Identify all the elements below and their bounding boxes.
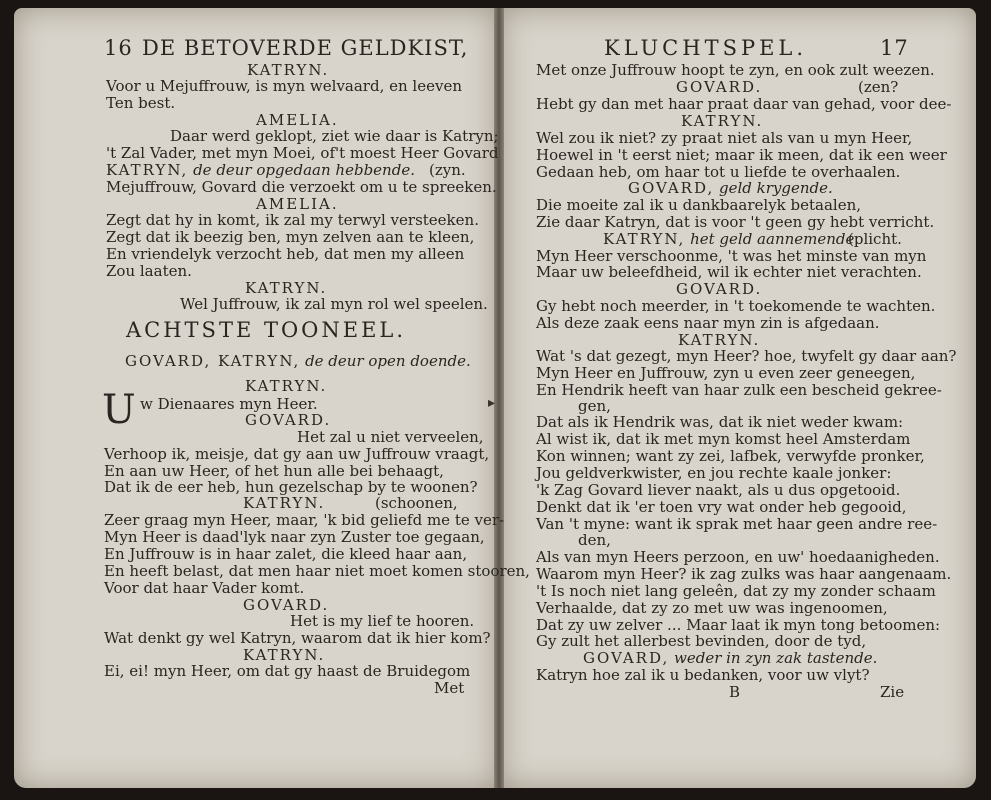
verse-line: Mejuffrouw, Govard die verzoekt om u te spreeken. bbox=[106, 178, 497, 196]
verse-line: Dat als ik Hendrik was, dat ik niet weder kwam: bbox=[536, 413, 904, 431]
page-number-left: 16 bbox=[104, 36, 133, 60]
verse-line: Wat denkt gy wel Katryn, waarom dat ik hier kom? bbox=[104, 629, 491, 647]
speaker: AMELIA. bbox=[256, 195, 339, 213]
verse-line: Als van myn Heers perzoon, en uw' hoedaanigheden. bbox=[536, 548, 940, 566]
signature-mark: B bbox=[729, 683, 741, 701]
verse-line: Gy zult het allerbest bevinden, door de tyd, bbox=[536, 632, 867, 650]
verse-line: Myn Heer is daad'lyk naar zyn Zuster toe gegaan, bbox=[104, 528, 485, 546]
speaker: KATRYN. bbox=[243, 646, 326, 664]
verse-line: Zeer graag myn Heer, maar, 'k bid geliefd me te ver- bbox=[104, 511, 505, 529]
running-head-left: DE BETOVERDE GELDKIST, bbox=[142, 36, 469, 60]
verse-line: En vriendelyk verzocht heb, dat men my alleen bbox=[106, 245, 465, 263]
verse-line: (zyn. bbox=[429, 161, 466, 179]
verse-line: Het zal u niet verveelen, bbox=[297, 428, 484, 446]
speaker: GOVARD. bbox=[243, 596, 330, 614]
verse-line: Dat ik de eer heb, hun gezelschap by te woonen? bbox=[104, 478, 478, 496]
verse-line: Voor u Mejuffrouw, is myn welvaard, en leeven bbox=[106, 77, 462, 95]
verse-line: Daar werd geklopt, ziet wie daar is Katryn; bbox=[170, 127, 499, 145]
stage-direction-text: de deur open doende. bbox=[305, 352, 471, 370]
verse-line: Waarom myn Heer? ik zag zulks was haar aangenaam. bbox=[536, 565, 952, 583]
verse-line: w Dienaares myn Heer. bbox=[140, 395, 318, 413]
verse-line: Zegt dat ik beezig ben, myn zelven aan te kleen, bbox=[106, 228, 475, 246]
speaker: KATRYN. bbox=[681, 112, 764, 130]
speaker: KATRYN. bbox=[245, 279, 328, 297]
verse-line: Verhoop ik, meisje, dat gy aan uw Juffrouw vraagt, bbox=[104, 445, 490, 463]
verse-line: (schoonen, bbox=[375, 494, 458, 512]
verse-line: En heeft belast, dat men haar niet moet komen stooren, bbox=[104, 562, 530, 580]
stage-direction bbox=[106, 162, 415, 178]
stage-direction-speaker: GOVARD, bbox=[628, 179, 715, 197]
verse-line: Ten best. bbox=[106, 94, 176, 112]
stage-direction-speaker: GOVARD, bbox=[583, 649, 670, 667]
verse-line: En Juffrouw is in haar zalet, die kleed haar aan, bbox=[104, 545, 468, 563]
verse-line: Jou geldverkwister, en jou rechte kaale jonker: bbox=[536, 464, 892, 482]
verse-line: Zie daar Katryn, dat is voor 't geen gy hebt verricht. bbox=[536, 213, 935, 231]
verse-line: Met onze Juffrouw hoopt te zyn, en ook zult weezen. bbox=[536, 61, 935, 79]
speaker: KATRYN. bbox=[678, 331, 761, 349]
stage-direction-text: weder in zyn zak tastende. bbox=[674, 649, 878, 667]
stage-direction bbox=[125, 353, 471, 369]
page-number-right: 17 bbox=[880, 36, 909, 60]
verse-line: 'k Zag Govard liever naakt, als u dus opgetooid. bbox=[536, 481, 901, 499]
stage-direction-text: het geld aannemende. bbox=[690, 230, 860, 248]
verse-line: Al wist ik, dat ik met myn komst heel Amsterdam bbox=[536, 430, 911, 448]
stage-direction bbox=[583, 650, 877, 666]
verse-line: En Hendrik heeft van haar zulk een bescheid gekree- bbox=[536, 381, 942, 399]
verse-line: Het is my lief te hooren. bbox=[290, 612, 475, 630]
speaker: GOVARD. bbox=[245, 411, 332, 429]
verse-line: Wel Juffrouw, ik zal myn rol wel speelen. bbox=[180, 295, 488, 313]
verse-line: 't Is noch niet lang geleên, dat zy my zonder schaam bbox=[536, 582, 936, 600]
verse-line: Gy hebt noch meerder, in 't toekomende te wachten. bbox=[536, 297, 936, 315]
verse-line: 't Zal Vader, met myn Moei, of't moest Heer Govard bbox=[106, 144, 499, 162]
verse-line: Hebt gy dan met haar praat daar van gehad, voor dee- bbox=[536, 95, 952, 113]
verse-line: (zen? bbox=[858, 78, 899, 96]
speaker: GOVARD. bbox=[676, 78, 763, 96]
verse-line: gen, bbox=[578, 397, 611, 415]
verse-line: Katryn hoe zal ik u bedanken, voor uw vlyt? bbox=[536, 666, 870, 684]
speaker: KATRYN. bbox=[247, 61, 330, 79]
scene-heading: ACHTSTE TOONEEL. bbox=[126, 318, 407, 342]
speaker: AMELIA. bbox=[256, 111, 339, 129]
verse-line: Gedaan heb, om haar tot u liefde te overhaalen. bbox=[536, 163, 901, 181]
verse-line: Ei, ei! myn Heer, om dat gy haast de Bruidegom bbox=[104, 662, 471, 680]
stage-direction bbox=[603, 231, 859, 247]
verse-line: Voor dat haar Vader komt. bbox=[104, 579, 305, 597]
stage-direction bbox=[628, 180, 833, 196]
catchword: Met bbox=[434, 679, 465, 697]
verse-line: Wat 's dat gezegt, myn Heer? hoe, twyfelt gy daar aan? bbox=[536, 347, 957, 365]
verse-line: En aan uw Heer, of het hun alle bei behaagt, bbox=[104, 462, 444, 480]
verse-line: (plicht. bbox=[848, 230, 902, 248]
verse-line: Dat zy uw zelver ... Maar laat ik myn tong betoomen: bbox=[536, 616, 941, 634]
stage-direction-speaker: KATRYN, bbox=[106, 161, 189, 179]
verse-line: Die moeite zal ik u dankbaarelyk betaalen, bbox=[536, 196, 862, 214]
verse-line: Zegt dat hy in komt, ik zal my terwyl versteeken. bbox=[106, 211, 479, 229]
verse-line: den, bbox=[578, 531, 611, 549]
book-gutter bbox=[494, 8, 504, 788]
drop-cap: U bbox=[102, 387, 136, 433]
verse-line: Denkt dat ik 'er toen vry wat onder heb gegooid, bbox=[536, 498, 907, 516]
stage-direction-text: de deur opgedaan hebbende. bbox=[193, 161, 415, 179]
speaker: KATRYN. bbox=[245, 377, 328, 395]
verse-line: Wel zou ik niet? zy praat niet als van u myn Heer, bbox=[536, 129, 913, 147]
speaker: GOVARD. bbox=[676, 280, 763, 298]
stage-direction-speaker: KATRYN, bbox=[603, 230, 686, 248]
stage-direction-speakers: GOVARD, KATRYN, bbox=[125, 352, 301, 370]
speaker: KATRYN. bbox=[243, 494, 326, 512]
catchword: Zie bbox=[880, 683, 905, 701]
verse-line: Hoewel in 't eerst niet; maar ik meen, dat ik een weer bbox=[536, 146, 947, 164]
gutter-mark: ▸ bbox=[488, 395, 496, 411]
verse-line: Myn Heer en Juffrouw, zyn u even zeer geneegen, bbox=[536, 364, 916, 382]
stage-direction-text: geld krygende. bbox=[719, 179, 833, 197]
running-head-right: KLUCHTSPEL. bbox=[604, 36, 808, 60]
verse-line: Zou laaten. bbox=[106, 262, 192, 280]
verse-line: Van 't myne: want ik sprak met haar geen andre ree- bbox=[536, 515, 938, 533]
verse-line: Kon winnen; want zy zei, lafbek, verwyfde pronker, bbox=[536, 447, 925, 465]
verse-line: Als deze zaak eens naar myn zin is afgedaan. bbox=[536, 314, 880, 332]
verse-line: Verhaalde, dat zy zo met uw was ingenoomen, bbox=[536, 599, 888, 617]
verse-line: Myn Heer verschoonme, 't was het minste van myn bbox=[536, 247, 927, 265]
verse-line: Maar uw beleefdheid, wil ik echter niet verachten. bbox=[536, 263, 922, 281]
